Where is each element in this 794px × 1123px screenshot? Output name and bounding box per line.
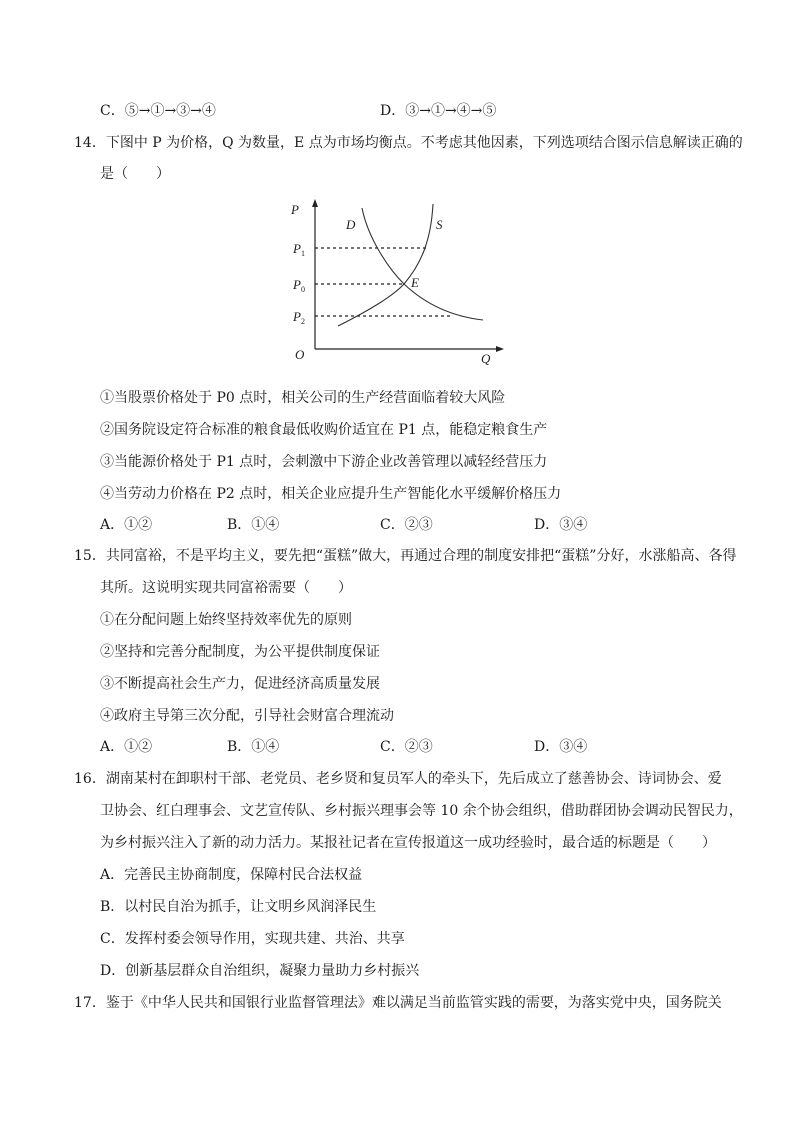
q-axis-label: Q [481, 351, 491, 366]
q15-stem-line2: 其所。这说明实现共同富裕需要（ ） [100, 580, 352, 596]
q16-stem-line2: 卫协会、红白理事会、文艺宣传队、乡村振兴理事会等 10 余个协会组织，借助群团协会调动民智民力， [100, 803, 743, 819]
p2-label: $P_2$ [293, 309, 305, 326]
q14-item-2: ②国务院设定符合标准的粮食最低收购价适宜在 P1 点，能稳定粮食生产 [100, 422, 548, 438]
q16-stem-line3: 为乡村振兴注入了新的动力活力。某报社记者在宣传报道这一成功经验时，最合适的标题是（ ） [100, 835, 716, 851]
q16-option-c: C．发挥村委会领导作用，实现共建、共治、共享 [100, 931, 405, 947]
q15-option-d: D．③④ [534, 739, 588, 755]
q15-item-4: ④政府主导第三次分配，引导社会财富合理流动 [100, 708, 394, 724]
q16-option-b: B．以村民自治为抓手，让文明乡风润泽民生 [100, 899, 377, 915]
supply-demand-graph [283, 196, 508, 371]
q16-option-a: A．完善民主协商制度，保障村民合法权益 [100, 867, 363, 883]
q13-option-d: D．③→①→④→⑤ [380, 103, 497, 119]
q14-item-3: ③当能源价格处于 P1 点时，会刺激中下游企业改善管理以减轻经营压力 [100, 454, 548, 470]
q14-stem-line1: 14．下图中 P 为价格，Q 为数量，E 点为市场均衡点。不考虑其他因素，下列选项结合图示信息解读正确的 [74, 135, 743, 151]
q14-option-b: B．①④ [227, 517, 280, 533]
p0-label: $P_0$ [293, 277, 305, 294]
q14-option-d: D．③④ [534, 517, 588, 533]
q15-option-c: C．②③ [380, 739, 433, 755]
q15-item-1: ①在分配问题上始终坚持效率优先的原则 [100, 612, 352, 628]
q15-item-3: ③不断提高社会生产力，促进经济高质量发展 [100, 676, 380, 692]
q15-stem-line1: 15．共同富裕，不是平均主义，要先把“蛋糕”做大，再通过合理的制度安排把“蛋糕”分好，水涨船高、各得 [74, 548, 737, 564]
q14-option-a: A．①② [100, 517, 153, 533]
q13-option-c: C．⑤→①→③→④ [100, 103, 216, 119]
q17-stem-line1: 17．鉴于《中华人民共和国银行业监督管理法》难以满足当前监管实践的需要，为落实党中央，国务院关 [74, 995, 722, 1011]
q15-option-a: A．①② [100, 739, 153, 755]
q16-option-d: D．创新基层群众自治组织，凝聚力量助力乡村振兴 [100, 963, 420, 979]
q16-stem-line1: 16．湖南某村在卸职村干部、老党员、老乡贤和复员军人的牵头下，先后成立了慈善协会、诗词协会、爱 [74, 771, 722, 787]
q15-item-2: ②坚持和完善分配制度，为公平提供制度保证 [100, 644, 380, 660]
supply-label: S [436, 217, 443, 232]
price-axis-arrow [312, 199, 318, 207]
p-axis-label: P [291, 202, 299, 217]
demand-label: D [346, 217, 356, 232]
equilibrium-label: E [411, 275, 419, 290]
quantity-axis-arrow [496, 346, 504, 352]
q15-option-b: B．①④ [227, 739, 280, 755]
q14-option-c: C．②③ [380, 517, 433, 533]
q14-item-4: ④当劳动力价格在 P2 点时，相关企业应提升生产智能化水平缓解价格压力 [100, 486, 562, 502]
q14-stem-line2: 是（ ） [100, 166, 170, 182]
q14-item-1: ①当股票价格处于 P0 点时，相关公司的生产经营面临着较大风险 [100, 390, 506, 406]
origin-label: O [295, 347, 305, 362]
p1-label: $P_1$ [293, 241, 305, 258]
